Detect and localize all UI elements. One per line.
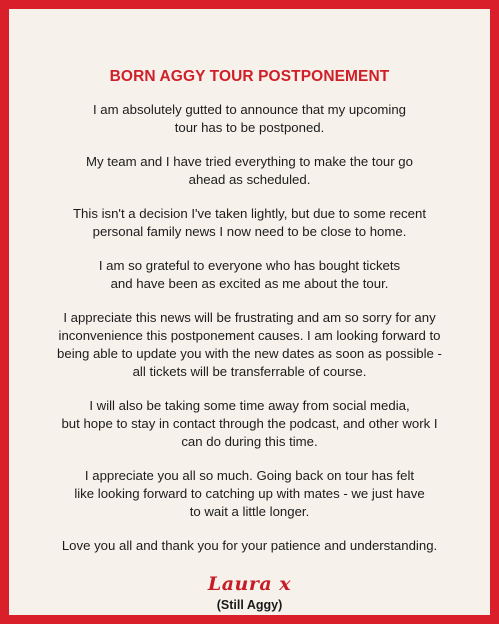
text-line: all tickets will be transferrable of course.	[132, 364, 367, 379]
text-line: I appreciate this news will be frustrating and am so sorry for any	[63, 310, 436, 325]
text-line: tour has to be postponed.	[174, 120, 325, 135]
text-line: and have been as excited as me about the tour.	[110, 276, 389, 291]
signoff: (Still Aggy)	[216, 598, 283, 612]
text-line: inconvenience this postponement causes. I am looking forward to	[58, 328, 441, 343]
text-line: but hope to stay in contact through the podcast, and other work I	[61, 416, 438, 431]
text-line: I am so grateful to everyone who has bought tickets	[98, 258, 401, 273]
text-line: like looking forward to catching up with mates - we just have	[74, 486, 425, 501]
text-line: My team and I have tried everything to make the tour go	[86, 154, 413, 169]
text-line: I am absolutely gutted to announce that my upcoming	[92, 102, 407, 117]
paragraph-social-media	[27, 397, 472, 451]
paragraph-tickets	[27, 309, 472, 381]
paragraph-love	[27, 537, 472, 555]
text-line: can do during this time.	[181, 434, 318, 449]
text-line: to wait a little longer.	[189, 504, 310, 519]
paragraph-gutted	[27, 101, 472, 137]
text-line: being able to update you with the new dates as soon as possible -	[57, 346, 442, 361]
paragraph-team	[27, 153, 472, 189]
text-line: personal family news I now need to be close to home.	[92, 224, 407, 239]
paragraph-decision	[27, 205, 472, 241]
letter-content	[27, 67, 472, 613]
text-line: Love you all and thank you for your patience and understanding.	[61, 538, 438, 553]
paragraph-appreciate	[27, 467, 472, 521]
text-line: I will also be taking some time away from social media,	[89, 398, 410, 413]
text-line: ahead as scheduled.	[188, 172, 311, 187]
text-line: I appreciate you all so much. Going back on tour has felt	[84, 468, 415, 483]
signature: Laura x	[207, 573, 292, 595]
page-title: BORN AGGY TOUR POSTPONEMENT	[109, 68, 390, 85]
paragraph-grateful	[27, 257, 472, 293]
text-line: This isn't a decision I've taken lightly, but due to some recent	[73, 206, 426, 221]
